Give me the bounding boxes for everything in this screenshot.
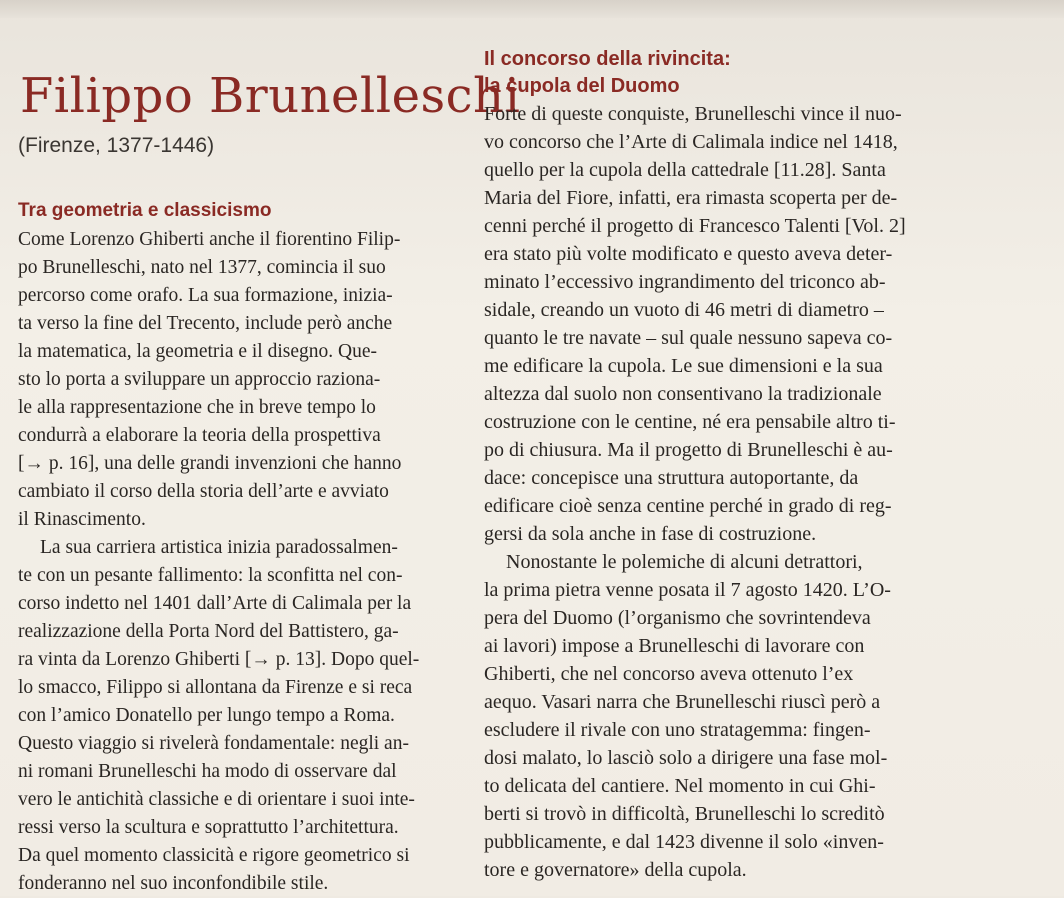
text-line: ta verso la fine del Trecento, include però anche <box>18 313 393 334</box>
text-line: Questo viaggio si rivelerà fondamentale: negli an- <box>18 733 409 754</box>
text-line: sidale, creando un vuoto di 46 metri di diametro – <box>484 299 884 321</box>
right-section-heading <box>484 46 731 100</box>
right-column-text <box>484 100 906 884</box>
text-line: lo smacco, Filippo si allontana da Firenze e si reca <box>18 677 413 698</box>
text-line: cenni perché il progetto di Francesco Talenti [Vol. 2] <box>484 215 906 237</box>
text-line: Nonostante le polemiche di alcuni detrattori, <box>506 551 863 573</box>
text-line: vo concorso che l’Arte di Calimala indice nel 1418, <box>484 131 898 153</box>
text-line: Forte di queste conquiste, Brunelleschi vince il nuo- <box>484 103 902 125</box>
text-line: Da quel momento classicità e rigore geometrico si <box>18 845 410 866</box>
text-line: ni romani Brunelleschi ha modo di osservare dal <box>18 761 397 782</box>
text-line: dace: concepisce una struttura autoportante, da <box>484 467 859 489</box>
text-line: sto lo porta a sviluppare un approccio raziona- <box>18 369 381 390</box>
text-line: me edificare la cupola. Le sue dimensioni e la sua <box>484 355 883 377</box>
text-line: minato l’eccessivo ingrandimento del triconco ab- <box>484 271 886 293</box>
text-line: Maria del Fiore, infatti, era rimasta scoperta per de- <box>484 187 898 209</box>
text-line: po di chiusura. Ma il progetto di Brunelleschi è au- <box>484 439 893 461</box>
text-line: percorso come orafo. La sua formazione, inizia- <box>18 285 393 306</box>
left-column-text <box>18 226 419 898</box>
text-line: quello per la cupola della cattedrale [11.28]. Santa <box>484 159 886 181</box>
text-line: tore e governatore» della cupola. <box>484 859 747 881</box>
text-line: Ghiberti, che nel concorso aveva ottenuto l’ex <box>484 663 854 685</box>
text-line: il Rinascimento. <box>18 509 146 530</box>
page-top-edge <box>0 0 1064 18</box>
text-line: aequo. Vasari narra che Brunelleschi riuscì però a <box>484 691 881 713</box>
text-line: pubblicamente, e dal 1423 divenne il solo «inven- <box>484 831 884 853</box>
text-line: le alla rappresentazione che in breve tempo lo <box>18 397 376 418</box>
text-line: altezza dal suolo non consentivano la tradizionale <box>484 383 882 405</box>
right-heading-line-1: Il concorso della rivincita: <box>484 48 731 70</box>
text-line: po Brunelleschi, nato nel 1377, comincia il suo <box>18 257 386 278</box>
text-line: berti si trovò in difficoltà, Brunelleschi lo screditò <box>484 803 885 825</box>
text-line: fonderanno nel suo inconfondibile stile. <box>18 873 329 894</box>
text-line: vero le antichità classiche e di orientare i suoi inte- <box>18 789 415 810</box>
text-line: [→ p. 16], una delle grandi invenzioni che hanno <box>18 453 402 474</box>
text-line: ai lavori) impose a Brunelleschi di lavorare con <box>484 635 865 657</box>
text-line: costruzione con le centine, né era pensabile altro ti- <box>484 411 896 433</box>
right-heading-line-2: la cupola del Duomo <box>484 75 680 97</box>
text-line: Come Lorenzo Ghiberti anche il fiorentino Filip- <box>18 229 401 250</box>
text-line: realizzazione della Porta Nord del Battistero, ga- <box>18 621 399 642</box>
text-line: ra vinta da Lorenzo Ghiberti [→ p. 13]. Dopo quel- <box>18 649 420 670</box>
text-line: corso indetto nel 1401 dall’Arte di Calimala per la <box>18 593 412 614</box>
text-line: condurrà a elaborare la teoria della prospettiva <box>18 425 381 446</box>
text-line: La sua carriera artistica inizia paradossalmen- <box>40 537 398 558</box>
text-line: to delicata del cantiere. Nel momento in cui Ghi- <box>484 775 876 797</box>
text-line: ressi verso la scultura e soprattutto l’architettura. <box>18 817 399 838</box>
text-line: era stato più volte modificato e questo aveva deter- <box>484 243 893 265</box>
page-title: Filippo Brunelleschi <box>20 68 521 124</box>
text-line: te con un pesante fallimento: la sconfitta nel con- <box>18 565 403 586</box>
left-section-heading: Tra geometria e classicismo <box>18 200 272 221</box>
text-line: gersi da sola anche in fase di costruzione. <box>484 523 817 545</box>
text-line: pera del Duomo (l’organismo che sovrintendeva <box>484 607 871 629</box>
text-line: dosi malato, lo lasciò solo a dirigere una fase mol- <box>484 747 888 769</box>
text-line: edificare cioè senza centine perché in grado di reg- <box>484 495 892 517</box>
text-line: la matematica, la geometria e il disegno. Que- <box>18 341 377 362</box>
text-line: con l’amico Donatello per lungo tempo a Roma. <box>18 705 395 726</box>
artist-dates: (Firenze, 1377-1446) <box>18 134 215 157</box>
text-line: quanto le tre navate – sul quale nessuno sapeva co- <box>484 327 893 349</box>
text-line: escludere il rivale con uno stratagemma: fingen- <box>484 719 871 741</box>
text-line: cambiato il corso della storia dell’arte e avviato <box>18 481 389 502</box>
text-line: la prima pietra venne posata il 7 agosto 1420. L’O- <box>484 579 891 601</box>
